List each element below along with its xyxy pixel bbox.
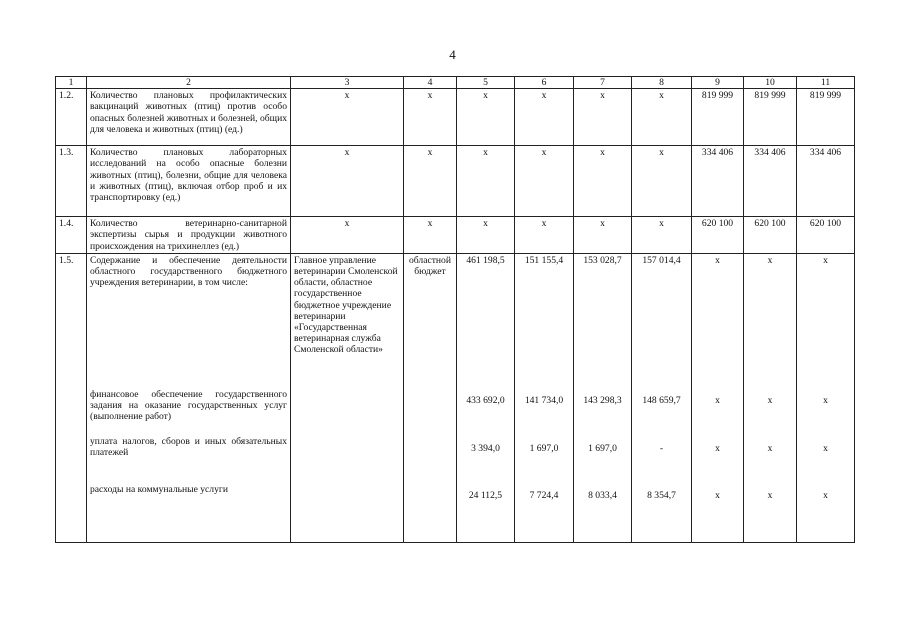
cell-year2: х (574, 146, 632, 217)
cell-year1: х (515, 146, 574, 217)
value-indicator-1: х (715, 254, 720, 266)
cell-total: х (457, 217, 515, 254)
cell-indicator-3: 620 100 (797, 217, 855, 254)
value-year3: 148 659,7 (642, 394, 681, 406)
value-year2: 8 033,4 (588, 489, 617, 501)
value-indicator-1: х (715, 442, 720, 454)
cell-indicator-1: 620 100 (692, 217, 744, 254)
value-total: 3 394,0 (471, 442, 500, 454)
value-indicator-3: х (823, 489, 828, 501)
cell-year2 (574, 253, 632, 542)
cell-indicator-1: 819 999 (692, 89, 744, 146)
row-description: Количество плановых профилактических вакцинаций животных (птиц) против особо опасных болезней животных и болезней, общих для человека и животных (птиц) (ед.) (87, 89, 291, 146)
cell-indicator-2: 819 999 (744, 89, 797, 146)
cell-year2: х (574, 89, 632, 146)
row-description: Содержание и обеспечение деятельности областного государственного бюджетного учреждения ветеринарии, в том числе: (90, 254, 287, 289)
cell-source: х (404, 217, 457, 254)
row-number: 1.5. (56, 253, 87, 542)
value-indicator-2: х (767, 254, 773, 266)
sub-item-description: расходы на коммунальные услуги (90, 483, 228, 495)
cell-year1: х (515, 89, 574, 146)
value-year2: 1 697,0 (588, 442, 617, 454)
cell-indicator-3: 819 999 (797, 89, 855, 146)
row-number: 1.4. (56, 217, 87, 254)
cell-source: областной бюджет (404, 253, 457, 542)
table-row-1-4 (56, 217, 855, 254)
value-total: 24 112,5 (468, 489, 503, 501)
cell-executor: Главное управление ветеринарии Смоленской области, областное государственное бюджетное учреждение ветеринарии «Государственная ветеринарная служба Смоленской области» (291, 253, 404, 542)
cell-year3: х (632, 89, 692, 146)
cell-year3: х (632, 146, 692, 217)
cell-year3 (632, 253, 692, 542)
value-indicator-2: х (767, 489, 773, 501)
value-indicator-3: х (823, 254, 828, 266)
value-year1: 7 724,4 (529, 489, 559, 501)
value-indicator-2: х (767, 442, 773, 454)
cell-total: х (457, 146, 515, 217)
table-row-1-2 (56, 89, 855, 146)
cell-source: х (404, 89, 457, 146)
cell-executor: х (291, 89, 404, 146)
row-number: 1.2. (56, 89, 87, 146)
cell-indicator-1: 334 406 (692, 146, 744, 217)
value-total: 433 692,0 (466, 394, 505, 406)
header-cell: 3 (291, 77, 404, 89)
table-row-1-3 (56, 146, 855, 217)
page-number: 4 (449, 47, 456, 62)
header-cell: 1 (56, 77, 87, 89)
header-row (56, 77, 855, 89)
header-cell: 10 (744, 77, 797, 89)
cell-total (457, 253, 515, 542)
row-number: 1.3. (56, 146, 87, 217)
cell-indicator-1 (692, 253, 744, 542)
value-indicator-3: х (823, 442, 828, 454)
cell-year3: х (632, 217, 692, 254)
value-indicator-1: х (715, 489, 720, 501)
value-indicator-3: х (823, 394, 828, 406)
sub-item-description: финансовое обеспечение государственного задания на оказание государственных услуг (выполнение работ) (90, 388, 287, 423)
header-cell: 2 (87, 77, 291, 89)
row-description-group (87, 253, 291, 542)
row-description: Количество плановых лабораторных исследований на особо опасные болезни животных (птиц), болезни, общие для человека и животных (птиц), включая отбор проб и их транспортировку (ед.) (87, 146, 291, 217)
header-cell: 4 (404, 77, 457, 89)
cell-indicator-3: 334 406 (797, 146, 855, 217)
header-cell: 7 (574, 77, 632, 89)
value-year3: - (659, 442, 664, 454)
cell-source: х (404, 146, 457, 217)
value-indicator-1: х (715, 394, 720, 406)
row-description: Количество ветеринарно-санитарной экспертизы сырья и продукции животного происхождения на трихинеллез (ед.) (87, 217, 291, 254)
sub-item-description: уплата налогов, сборов и иных обязательных платежей (90, 435, 287, 459)
cell-year1: х (515, 217, 574, 254)
header-cell: 6 (515, 77, 574, 89)
cell-indicator-2: 620 100 (744, 217, 797, 254)
header-cell: 11 (797, 77, 855, 89)
value-year1: 141 734,0 (524, 394, 564, 406)
cell-indicator-3 (797, 253, 855, 542)
cell-year2: х (574, 217, 632, 254)
cell-executor: х (291, 146, 404, 217)
value-year3: 8 354,7 (647, 489, 676, 501)
header-cell: 5 (457, 77, 515, 89)
cell-year1 (515, 253, 574, 542)
program-table (55, 76, 855, 543)
value-year3: 157 014,4 (642, 254, 681, 266)
cell-indicator-2: 334 406 (744, 146, 797, 217)
table-row-1-5 (56, 253, 855, 542)
cell-indicator-2 (744, 253, 797, 542)
value-year1: 1 697,0 (529, 442, 559, 454)
cell-executor: х (291, 217, 404, 254)
value-year2: 153 028,7 (583, 254, 622, 266)
cell-total: х (457, 89, 515, 146)
value-year2: 143 298,3 (583, 394, 622, 406)
header-cell: 9 (692, 77, 744, 89)
header-cell: 8 (632, 77, 692, 89)
value-indicator-2: х (767, 394, 773, 406)
value-year1: 151 155,4 (524, 254, 564, 266)
value-total: 461 198,5 (466, 254, 505, 266)
